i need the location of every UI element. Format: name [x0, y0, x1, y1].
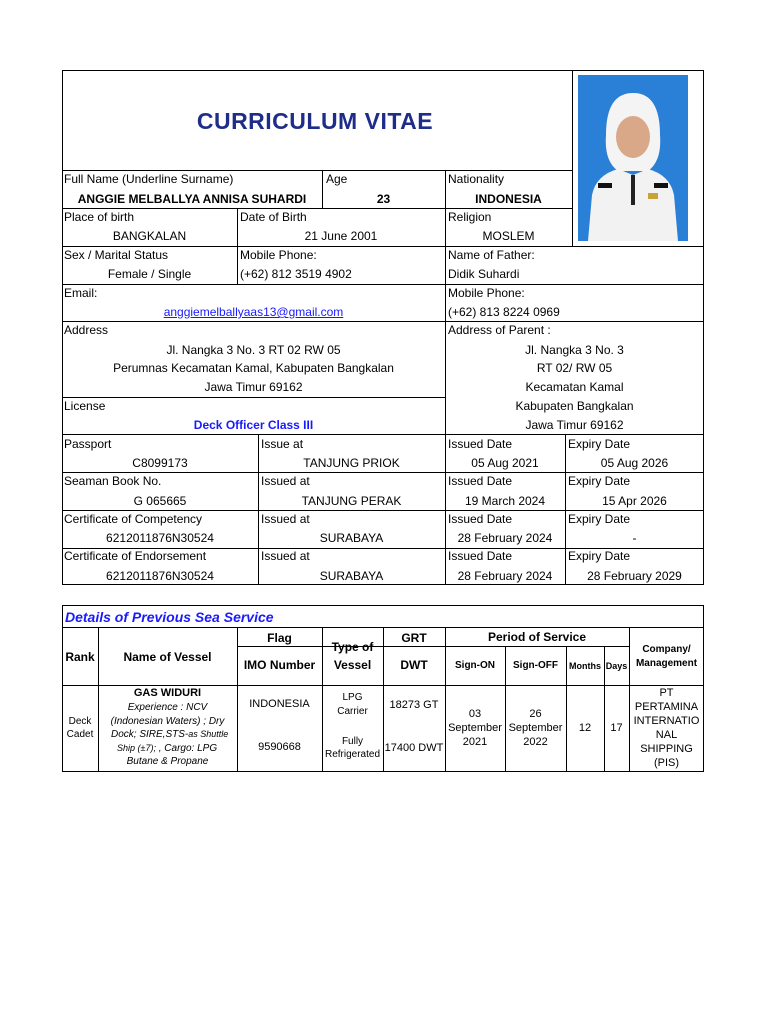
sex-marital-value: Female / Single [107, 267, 192, 281]
label-expiry-date: Expiry Date [568, 474, 631, 488]
label-passport: Passport [64, 437, 112, 451]
coe-expiry-date: 28 February 2029 [587, 569, 682, 583]
row-imo: 9590668 [258, 741, 301, 753]
parent-address-line: Jawa Timur 69162 [525, 418, 624, 432]
header-type: Type of [331, 640, 374, 654]
parent-address-line: Kecamatan Kamal [525, 380, 624, 394]
label-expiry-date: Expiry Date [568, 437, 631, 451]
seaman-book-issued-at: TANJUNG PERAK [301, 494, 402, 508]
seaman-book-issued-date: 19 March 2024 [464, 494, 546, 508]
row-company: SHIPPING [640, 743, 693, 755]
row-sign-on: September [448, 722, 502, 734]
religion-value: MOSLEM [482, 229, 535, 243]
coe-number: 6212011876N30524 [106, 569, 214, 583]
label-email: Email: [64, 286, 98, 300]
parent-address-line: RT 02/ RW 05 [536, 361, 613, 375]
coc-issued-at: SURABAYA [319, 531, 384, 545]
label-issued-at: Issued at [261, 512, 310, 526]
label-coe: Certificate of Endorsement [64, 549, 207, 563]
row-vessel-desc: Experience : NCV [127, 702, 208, 713]
coc-expiry-date: - [632, 531, 637, 545]
coc-number: 6212011876N30524 [106, 531, 214, 545]
label-issued-at: Issued at [261, 474, 310, 488]
row-company: INTERNATIO [633, 715, 700, 727]
header-sign-on: Sign-ON [455, 660, 495, 671]
parent-address-line: Kabupaten Bangkalan [515, 399, 634, 413]
row-sign-off: 2022 [523, 736, 548, 748]
row-vessel-desc: (Indonesian Waters) ; Dry [110, 716, 225, 727]
passport-issued-at: TANJUNG PRIOK [303, 456, 400, 470]
row-type: Refrigerated [324, 749, 381, 760]
coe-issued-at: SURABAYA [319, 569, 384, 583]
profile-photo [578, 75, 688, 241]
header-rank: Rank [65, 650, 95, 664]
label-issued-date: Issued Date [448, 437, 513, 451]
passport-issued-date: 05 Aug 2021 [471, 456, 539, 470]
place-of-birth-value: BANGKALAN [112, 229, 187, 243]
label-issue-at: Issue at [261, 437, 304, 451]
row-sign-on: 03 [468, 708, 482, 720]
label-sex-marital: Sex / Marital Status [64, 248, 169, 262]
label-issued-date: Issued Date [448, 474, 513, 488]
row-months: 12 [578, 722, 592, 734]
label-mobile-phone: Mobile Phone: [240, 248, 317, 262]
label-place-of-birth: Place of birth [64, 210, 135, 224]
row-flag: INDONESIA [249, 698, 310, 710]
row-rank: Cadet [66, 729, 94, 740]
row-grt: 18273 GT [389, 699, 439, 711]
label-date-of-birth: Date of Birth [240, 210, 307, 224]
row-sign-off: September [508, 722, 563, 734]
label-coc: Certificate of Competency [64, 512, 203, 526]
row-vessel-desc: Dock; SIRE,STS- [111, 729, 189, 740]
header-period: Period of Service [487, 630, 587, 644]
row-days: 17 [610, 722, 623, 734]
row-type: Carrier [337, 706, 368, 717]
row-sign-off: 26 [529, 708, 542, 720]
header-months: Months [569, 661, 601, 671]
row-dwt: 17400 DWT [384, 742, 444, 754]
label-expiry-date: Expiry Date [568, 549, 631, 563]
header-company: Management [635, 658, 698, 669]
label-seaman-book: Seaman Book No. [64, 474, 162, 488]
label-father: Name of Father: [448, 248, 535, 262]
mobile-phone-value: (+62) 812 3519 4902 [240, 267, 352, 281]
full-name-value: ANGGIE MELBALLYA ANNISA SUHARDI [77, 192, 307, 206]
row-vessel-desc: Ship (±7); [117, 743, 156, 753]
address-line: Jawa Timur 69162 [204, 380, 303, 394]
header-company: Company/ [642, 644, 691, 655]
passport-expiry-date: 05 Aug 2026 [600, 456, 669, 470]
label-issued-date: Issued Date [448, 549, 513, 563]
header-type: Vessel [333, 658, 372, 672]
row-type: Fully [341, 736, 364, 747]
header-vessel: Name of Vessel [123, 650, 212, 664]
parent-phone-value: (+62) 813 8224 0969 [448, 305, 560, 319]
label-issued-at: Issued at [261, 549, 310, 563]
row-company: NAL [655, 729, 678, 741]
date-of-birth-value: 21 June 2001 [304, 229, 378, 243]
license-value: Deck Officer Class III [193, 418, 314, 432]
email-link[interactable]: anggiemelballyaas13@gmail.com [163, 305, 344, 319]
row-rank: Deck [68, 716, 92, 727]
seaman-book-expiry-date: 15 Apr 2026 [602, 494, 667, 508]
sea-service-heading: Details of Previous Sea Service [65, 609, 274, 625]
row-company: PT [659, 687, 674, 699]
header-grt: GRT [401, 631, 427, 645]
label-age: Age [326, 172, 348, 186]
parent-address-line: Jl. Nangka 3 No. 3 [525, 343, 624, 357]
row-vessel-desc: , [158, 743, 162, 754]
coe-issued-date: 28 February 2024 [457, 569, 553, 583]
nationality-value: INDONESIA [475, 192, 542, 206]
page-title: CURRICULUM VITAE [196, 108, 434, 134]
row-vessel-desc: Butane & Propane [126, 756, 209, 767]
label-address: Address [64, 323, 109, 337]
passport-number: C8099173 [132, 456, 188, 470]
label-address-parent: Address of Parent : [448, 323, 551, 337]
seaman-book-number: G 065665 [133, 494, 187, 508]
row-vessel-desc: Cargo: LPG [164, 743, 218, 754]
header-imo: IMO Number [243, 658, 316, 672]
row-company: PERTAMINA [634, 701, 699, 713]
address-line: Perumnas Kecamatan Kamal, Kabupaten Bangkalan [113, 361, 394, 375]
row-sign-on: 2021 [462, 736, 488, 748]
father-name-value: Didik Suhardi [448, 267, 520, 281]
row-vessel-desc: as Shuttle [188, 729, 229, 739]
header-sign-off: Sign-OFF [513, 660, 558, 671]
label-license: License [64, 399, 106, 413]
label-religion: Religion [448, 210, 492, 224]
label-nationality: Nationality [448, 172, 505, 186]
age-value: 23 [376, 192, 391, 206]
header-flag: Flag [267, 631, 292, 645]
header-dwt: DWT [400, 658, 428, 672]
coc-issued-date: 28 February 2024 [457, 531, 553, 545]
row-company: (PIS) [653, 757, 680, 769]
address-line: Jl. Nangka 3 No. 3 RT 02 RW 05 [166, 343, 341, 357]
label-full-name: Full Name (Underline Surname) [64, 172, 234, 186]
header-days: Days [605, 661, 628, 671]
label-parent-phone: Mobile Phone: [448, 286, 525, 300]
label-expiry-date: Expiry Date [568, 512, 631, 526]
row-type: LPG [342, 692, 363, 703]
label-issued-date: Issued Date [448, 512, 513, 526]
row-vessel-name: GAS WIDURI [133, 687, 202, 699]
